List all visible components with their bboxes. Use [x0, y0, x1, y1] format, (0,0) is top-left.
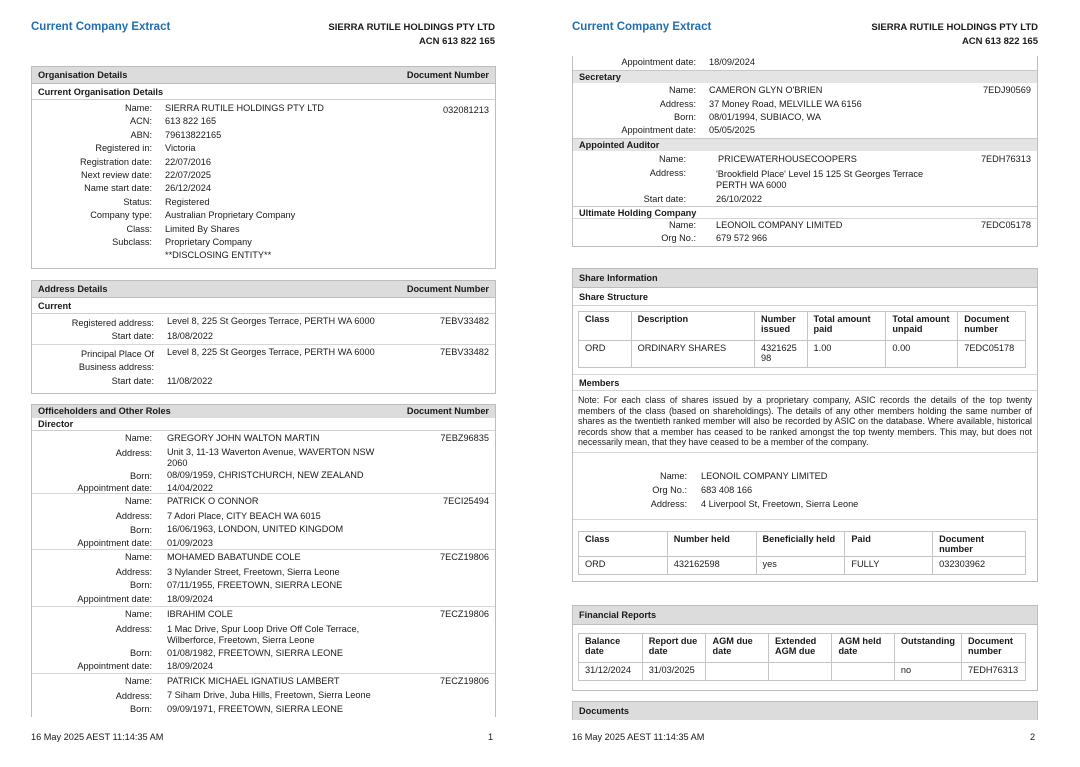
document-number: 7EDJ90569 [982, 85, 1031, 95]
field-label: Address: [649, 168, 686, 178]
field-value: Proprietary Company [165, 236, 252, 247]
document-number: 7EDH76313 [980, 154, 1031, 164]
field-value: 22/07/2016 [165, 156, 211, 167]
section-title: Address Details [38, 284, 108, 294]
director-name: MOHAMED BABATUNDE COLE [167, 552, 301, 562]
director-record [32, 550, 495, 607]
auditor-address [716, 169, 923, 191]
subsection-title: Current [32, 298, 495, 314]
field-label: Born: [130, 580, 152, 590]
column-header: AGM due date [706, 634, 768, 663]
field-row [32, 249, 495, 262]
field-label: Org No.: [661, 233, 696, 243]
column-header: Extended AGM due [768, 634, 832, 663]
field-value: 26/12/2024 [165, 183, 211, 194]
holding-title: Ultimate Holding Company [573, 206, 1037, 219]
field-label: Name: [124, 103, 152, 113]
director-born: 01/08/1982, FREETOWN, SIERRA LEONE [167, 648, 343, 658]
column-header: Document number [958, 312, 1026, 341]
table-cell: ORD [579, 557, 668, 575]
field-value: Victoria [165, 143, 196, 154]
column-header: Number held [667, 532, 756, 557]
address-line: 'Brookfield Place' Level 15 125 St Georges Terrace [716, 169, 924, 179]
field-label [79, 348, 154, 375]
field-value: 18/08/2022 [167, 331, 213, 341]
director-appointment-date: 14/04/2022 [167, 483, 213, 493]
table-cell: 31/03/2025 [642, 663, 706, 681]
director-name: IBRAHIM COLE [167, 609, 233, 619]
field-row [32, 129, 495, 142]
table-cell: yes [756, 557, 845, 575]
field-label: Address: [650, 499, 687, 509]
document-number-header: Document Number [406, 70, 489, 80]
section-header: Financial Reports [573, 606, 1037, 625]
members-note: Note: For each class of shares issued by a proprietary company, ASIC records the details of the top twenty members of the class (based on shareholdings). The details of any other members holding the same number of shares as the twentieth ranked member will also be recorded by ASIC on the database. Where available, historical records show that a member has ceased to be ranked amongst the top twenty members. This may, but does not necessarily mean, that they have ceased to be a member of the company. [578, 395, 1032, 448]
field-label: Status: [123, 196, 152, 207]
column-header: Class [579, 312, 632, 341]
extract-title: Current Company Extract [31, 21, 171, 33]
field-row [32, 169, 495, 182]
director-address [167, 447, 374, 469]
field-row [32, 156, 495, 169]
director-appointment-date: 18/09/2024 [167, 661, 213, 671]
member-address: 4 Liverpool St, Freetown, Sierra Leone [701, 499, 859, 509]
field-label: Born: [130, 704, 152, 714]
column-header: Document number [962, 634, 1026, 663]
column-header: Beneficially held [756, 532, 845, 557]
table-cell: 1.00 [807, 341, 886, 368]
address-line: Unit 3, 11-13 Waverton Avenue, WAVERTON NSW [167, 447, 375, 457]
share-information-section [572, 268, 1038, 582]
field-label: Registered address: [71, 318, 154, 328]
column-header: AGM held date [832, 634, 894, 663]
column-header: Total amount paid [807, 312, 886, 341]
field-label: Appointment date: [77, 661, 152, 671]
table-cell: ORD [579, 341, 632, 368]
field-label: Name: [124, 433, 152, 443]
field-value: Level 8, 225 St Georges Terrace, PERTH WA 6000 [167, 316, 375, 326]
table-cell: FULLY [845, 557, 933, 575]
org-fields [32, 100, 495, 263]
field-label: Born: [130, 471, 152, 481]
column-header: Class [579, 532, 668, 557]
section-title: Organisation Details [38, 70, 128, 80]
page-2 [541, 0, 1080, 767]
documents-section [572, 701, 1038, 720]
director-record [32, 674, 495, 717]
page-number: 1 [488, 732, 494, 742]
field-value: **DISCLOSING ENTITY** [165, 250, 272, 261]
officeholders-section [31, 404, 496, 717]
member-holdings-table [578, 531, 1026, 575]
field-row [32, 209, 495, 222]
document-number: 7EDC05178 [980, 220, 1031, 230]
field-value: 79613822165 [165, 129, 222, 140]
table-cell [832, 663, 894, 681]
company-acn: ACN 613 822 165 [961, 36, 1038, 47]
secretary-record [573, 83, 1037, 138]
address-line: Wilberforce, Freetown, Sierra Leone [167, 635, 315, 645]
field-row [32, 142, 495, 155]
field-label: Next review date: [81, 169, 152, 180]
field-value: 18/09/2024 [709, 57, 755, 67]
field-label: Appointment date: [77, 594, 152, 604]
field-label: Address: [659, 99, 696, 109]
table-cell: no [894, 663, 961, 681]
field-label: Name: [659, 471, 687, 481]
section-title: Officeholders and Other Roles [38, 406, 171, 416]
field-label: Org No.: [652, 485, 687, 495]
field-row [32, 223, 495, 236]
label-line: Principal Place Of [80, 349, 154, 359]
director-name: PATRICK MICHAEL IGNATIUS LAMBERT [167, 676, 340, 686]
field-value: Limited By Shares [165, 223, 240, 234]
document-number: 7ECZ19806 [439, 609, 489, 619]
role-title: Director [32, 418, 495, 431]
director-address: 7 Siham Drive, Juba Hills, Freetown, Sierra Leone [167, 690, 371, 700]
company-header [871, 21, 1038, 49]
share-structure-table [578, 311, 1026, 368]
field-row [32, 102, 495, 115]
auditor-start-date: 26/10/2022 [716, 194, 762, 204]
column-header: Report due date [642, 634, 706, 663]
column-header: Outstanding [894, 634, 961, 663]
table-header-row [579, 312, 1026, 341]
field-label: Start date: [111, 376, 154, 386]
field-label: Appointment date: [621, 125, 696, 135]
field-row [32, 182, 495, 195]
field-label: Born: [130, 648, 152, 658]
field-label: Address: [115, 567, 152, 577]
director-address: 7 Adori Place, CITY BEACH WA 6015 [167, 511, 321, 521]
director-appointment-date: 18/09/2024 [167, 594, 213, 604]
table-cell [754, 341, 807, 368]
director-appointment-date: 01/09/2023 [167, 538, 213, 548]
field-label: Appointment date: [621, 57, 696, 67]
secretary-address: 37 Money Road, MELVILLE WA 6156 [709, 99, 862, 109]
org-document-number: 032081213 [443, 105, 489, 115]
field-value: Level 8, 225 St Georges Terrace, PERTH WA 6000 [167, 347, 375, 357]
table-cell [768, 663, 832, 681]
footer-timestamp: 16 May 2025 AEST 11:14:35 AM [31, 732, 164, 742]
document-number: 7ECZ19806 [439, 552, 489, 562]
table-cell: 7EDC05178 [958, 341, 1026, 368]
table-cell [706, 663, 768, 681]
document-number: 7ECI25494 [443, 496, 489, 506]
subsection-title: Current Organisation Details [32, 84, 495, 100]
secretary-born: 08/01/1994, SUBIACO, WA [709, 112, 822, 122]
company-name: SIERRA RUTILE HOLDINGS PTY LTD [871, 22, 1038, 33]
field-row [32, 236, 495, 249]
field-label: Appointment date: [77, 483, 152, 493]
address-line: PERTH WA 6000 [716, 180, 787, 190]
table-row [579, 557, 1026, 575]
label-line: Business address: [78, 362, 154, 373]
member-name: LEONOIL COMPANY LIMITED [701, 471, 828, 481]
section-header: Share Information [573, 269, 1037, 288]
field-label: Name: [124, 676, 152, 686]
document-number: 7EBV33482 [439, 347, 489, 357]
address-line: 2060 [167, 458, 188, 468]
column-header: Total amount unpaid [886, 312, 958, 341]
director-born: 08/09/1959, CHRISTCHURCH, NEW ZEALAND [167, 470, 364, 480]
table-cell: 432162598 [667, 557, 756, 575]
table-cell: ORDINARY SHARES [631, 341, 754, 368]
member-org-number: 683 408 166 [701, 485, 753, 495]
financial-reports-section [572, 605, 1038, 691]
table-cell: 31/12/2024 [579, 663, 643, 681]
field-label: Name start date: [84, 183, 152, 194]
table-cell: 7EDH76313 [962, 663, 1026, 681]
holding-record [573, 219, 1037, 247]
section-header: Documents [573, 702, 1037, 720]
director-record [32, 494, 495, 550]
table-header-row [579, 532, 1026, 557]
field-label: Start date: [643, 194, 686, 204]
subsection-title: Share Structure [573, 288, 1037, 306]
section-header [32, 67, 495, 84]
director-address: 3 Nylander Street, Freetown, Sierra Leone [167, 567, 340, 577]
company-header [328, 21, 495, 49]
section-header [32, 405, 495, 418]
cell-line: 4321625 [760, 343, 797, 353]
secretary-name: CAMERON GLYN O'BRIEN [709, 85, 823, 95]
document-number: 7EBV33482 [439, 316, 489, 326]
field-value: Australian Proprietary Company [165, 210, 296, 221]
field-label: Class: [126, 223, 152, 234]
field-value: Registered [165, 196, 210, 207]
table-cell: 032303962 [933, 557, 1026, 575]
field-label: Name: [124, 609, 152, 619]
address-line: 1 Mac Drive, Spur Loop Drive Off Cole Terrace, [167, 624, 360, 634]
field-label: ABN: [130, 129, 152, 140]
organisation-details-section [31, 66, 496, 269]
director-born: 09/09/1971, FREETOWN, SIERRA LEONE [167, 704, 343, 714]
column-header: Number issued [754, 312, 807, 341]
member-record [573, 452, 1037, 520]
secretary-title: Secretary [573, 70, 1037, 83]
field-label: Name: [668, 220, 696, 230]
auditor-name: PRICEWATERHOUSECOOPERS [718, 154, 857, 164]
document-number: 7ECZ19806 [439, 676, 489, 686]
director-born: 07/11/1955, FREETOWN, SIERRA LEONE [167, 580, 343, 590]
director-born: 16/06/1963, LONDON, UNITED KINGDOM [167, 524, 344, 534]
field-label: Address: [115, 448, 152, 458]
registered-address-block [32, 314, 495, 345]
director-address [167, 624, 359, 646]
table-row [579, 341, 1026, 368]
field-label: Address: [115, 691, 152, 701]
extract-title: Current Company Extract [572, 21, 712, 33]
auditor-title: Appointed Auditor [573, 138, 1037, 151]
auditor-record [573, 151, 1037, 206]
company-name: SIERRA RUTILE HOLDINGS PTY LTD [328, 22, 495, 33]
table-cell: 0.00 [886, 341, 958, 368]
table-row [579, 663, 1026, 681]
secretary-appointment-date: 05/05/2025 [709, 125, 755, 135]
field-value: 11/08/2022 [167, 376, 213, 386]
column-header: Document number [933, 532, 1026, 557]
field-label: Company type: [90, 210, 152, 221]
field-label: Address: [115, 624, 152, 634]
holding-name: LEONOIL COMPANY LIMITED [716, 220, 843, 230]
field-value: 613 822 165 [165, 116, 217, 127]
field-value: 22/07/2025 [165, 169, 211, 180]
cell-line: 98 [760, 353, 772, 363]
column-header: Balance date [579, 634, 643, 663]
field-label: Appointment date: [77, 538, 152, 548]
field-row [32, 196, 495, 209]
principal-address-block [32, 345, 495, 391]
officeholders-continued-section [572, 56, 1038, 247]
field-label: Registered in: [95, 143, 152, 154]
holding-org-number: 679 572 966 [716, 233, 768, 243]
director-record [32, 431, 495, 494]
section-header [32, 281, 495, 298]
director-name: PATRICK O CONNOR [167, 496, 259, 506]
field-label: Name: [124, 552, 152, 562]
column-header: Description [631, 312, 754, 341]
financial-reports-table [578, 633, 1026, 681]
field-label: Name: [658, 154, 686, 164]
field-label: ACN: [130, 116, 152, 127]
field-label: Name: [124, 496, 152, 506]
document-number: 7EBZ96835 [440, 433, 489, 443]
document-number-header: Document Number [406, 406, 489, 416]
field-label: Address: [115, 511, 152, 521]
field-label: Subclass: [112, 236, 152, 247]
field-row [32, 115, 495, 128]
previous-appointment-row [573, 56, 1037, 70]
field-label: Born: [130, 525, 152, 535]
members-title: Members [573, 374, 1037, 391]
page-number: 2 [1030, 732, 1036, 742]
footer-timestamp: 16 May 2025 AEST 11:14:35 AM [572, 732, 705, 742]
column-header: Paid [845, 532, 933, 557]
company-acn: ACN 613 822 165 [418, 36, 495, 47]
field-label: Name: [668, 85, 696, 95]
table-header-row [579, 634, 1026, 663]
director-name: GREGORY JOHN WALTON MARTIN [167, 433, 320, 443]
document-number-header: Document Number [406, 284, 489, 294]
address-details-section [31, 280, 496, 394]
field-label: Registration date: [79, 156, 152, 167]
field-label: Start date: [111, 331, 154, 341]
field-label: Born: [674, 112, 696, 122]
field-value: SIERRA RUTILE HOLDINGS PTY LTD [165, 103, 324, 113]
director-record [32, 607, 495, 674]
